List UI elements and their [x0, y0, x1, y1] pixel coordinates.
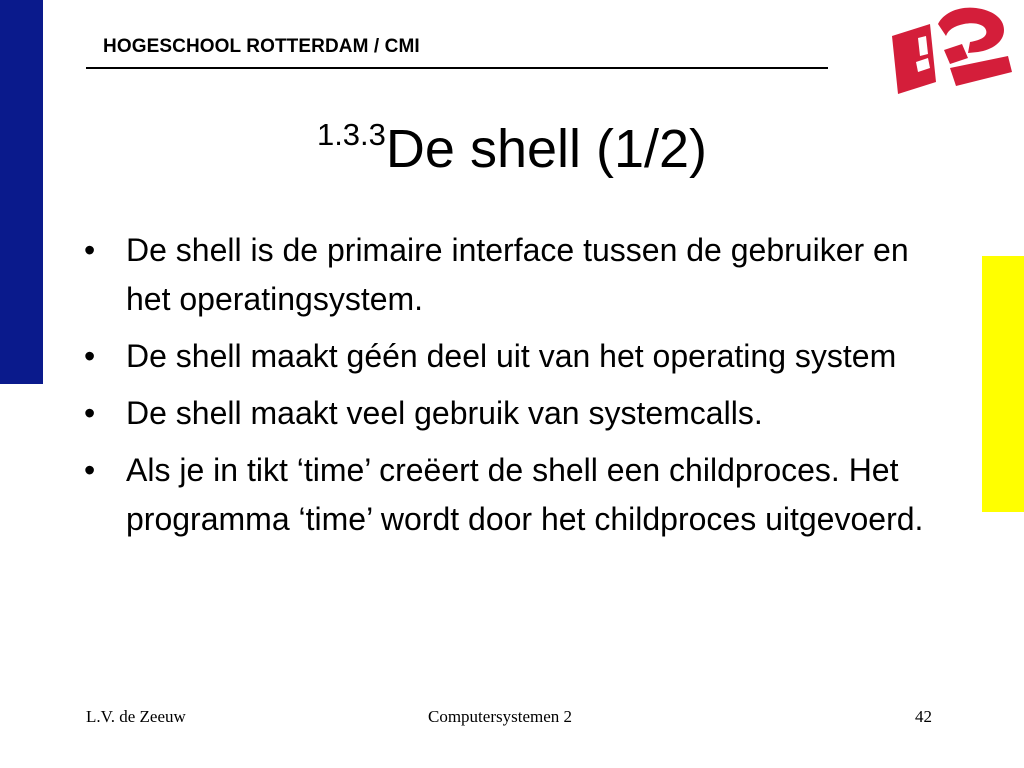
header-divider	[86, 67, 828, 69]
hogeschool-rotterdam-logo-icon	[888, 2, 1016, 102]
bullet-text: De shell is de primaire interface tussen de gebruiker en het operatingsystem.	[126, 232, 909, 317]
bullet-marker: •	[84, 395, 96, 431]
bullet-item	[84, 446, 954, 544]
header-institution: HOGESCHOOL ROTTERDAM / CMI	[103, 36, 420, 57]
footer-course: Computersystemen 2	[428, 707, 573, 726]
bullet-marker: •	[84, 452, 96, 488]
title-text: De shell (1/2)	[385, 119, 708, 179]
bullet-marker: •	[84, 338, 96, 374]
footer-page-number: 42	[915, 707, 932, 726]
bullet-item	[84, 226, 954, 324]
bullet-item	[84, 332, 954, 381]
bullet-text: De shell maakt veel gebruik van systemcalls.	[126, 395, 763, 431]
section-number: 1.3.3	[316, 117, 386, 152]
bullet-item	[84, 389, 954, 438]
slide-title	[0, 98, 1024, 186]
bullet-text: Als je in tikt ‘time’ creëert de shell een childproces. Het programma ‘time’ wordt door het childproces uitgevoerd.	[126, 452, 924, 537]
bullet-marker: •	[84, 232, 96, 268]
bullet-list	[84, 226, 954, 552]
right-accent-bar	[982, 256, 1024, 512]
footer-author: L.V. de Zeeuw	[86, 707, 186, 726]
bullet-text: De shell maakt géén deel uit van het operating system	[126, 338, 897, 374]
left-accent-bar	[0, 0, 43, 384]
